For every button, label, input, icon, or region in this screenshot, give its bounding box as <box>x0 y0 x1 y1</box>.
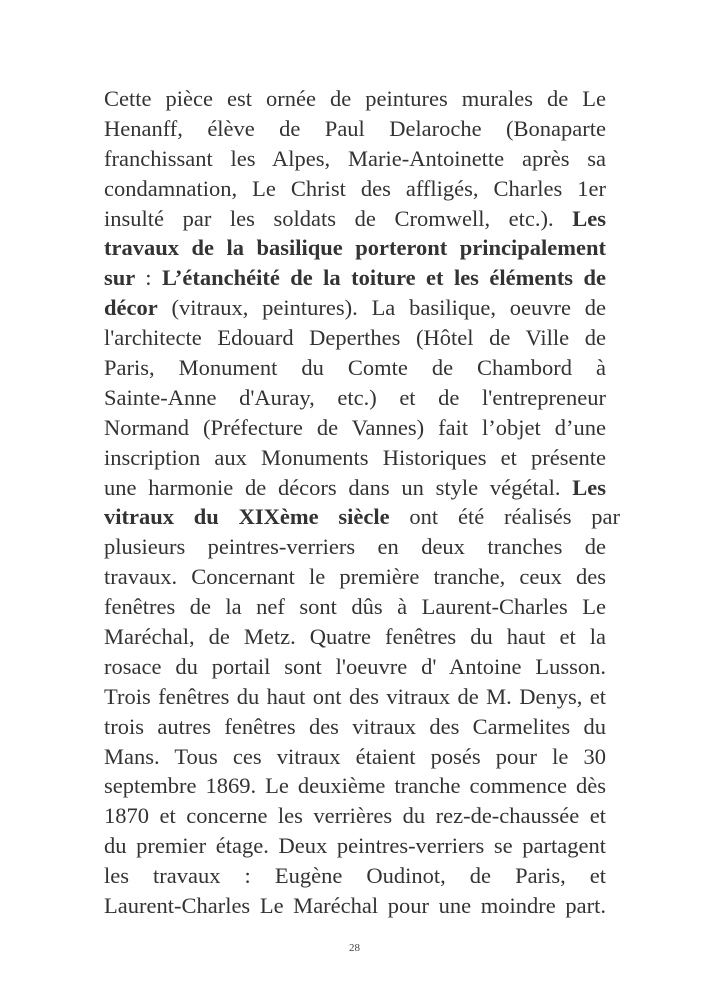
text-run: condamnation, Le Christ des affligés, Charles 1er <box>104 175 606 201</box>
body-text <box>104 84 621 921</box>
text-line <box>104 622 606 652</box>
text-line <box>104 562 606 592</box>
text-line <box>104 861 606 891</box>
text-line <box>104 652 606 682</box>
page-number: 28 <box>349 942 360 954</box>
text-line <box>104 84 606 114</box>
text-run: les travaux : Eugène Oudinot, de Paris, et <box>104 863 606 889</box>
bold-text: L’étanchéité de la toiture et les éléments de <box>161 265 606 291</box>
text-line <box>104 443 606 473</box>
text-run: Paris, Monument du Comte de Chambord à <box>104 355 606 381</box>
text-run: insulté par les soldats de Cromwell, etc.). <box>104 205 573 231</box>
bold-text: travaux de la basilique porteront principalement <box>104 235 606 261</box>
text-line <box>104 742 606 772</box>
text-run: Cette pièce est ornée de peintures murales de Le <box>104 86 606 111</box>
text-line <box>104 502 620 532</box>
text-line <box>104 473 606 503</box>
text-run: trois autres fenêtres des vitraux des Carmelites du <box>104 713 606 739</box>
text-line <box>104 174 606 204</box>
text-line <box>104 771 606 801</box>
text-run: (vitraux, peintures). La basilique, oeuvre de <box>157 295 606 321</box>
text-run: septembre 1869. Le deuxième tranche commence dès <box>104 773 606 799</box>
bold-text: Les <box>572 474 606 500</box>
text-run: Trois fenêtres du haut ont des vitraux de M. Denys, et <box>104 683 606 709</box>
text-run: : <box>145 265 162 291</box>
text-run: du premier étage. Deux peintres-verriers se partagent <box>104 833 606 859</box>
text-run: 1870 et concerne les verrières du rez-de-chaussée et <box>104 803 606 829</box>
text-line <box>104 592 606 622</box>
text-line <box>104 532 606 562</box>
text-run: Laurent-Charles Le Maréchal pour une moindre part. <box>104 893 606 919</box>
text-run: Sainte-Anne d'Auray, etc.) et de l'entrepreneur <box>104 384 606 410</box>
text-line <box>104 413 606 443</box>
text-run: Normand (Préfecture de Vannes) fait l’objet d’une <box>104 414 606 440</box>
text-line <box>104 114 606 144</box>
bold-text: Les <box>572 205 606 231</box>
text-run: travaux. Concernant le première tranche, ceux des <box>104 564 606 590</box>
text-run: Maréchal, de Metz. Quatre fenêtres du haut et la <box>104 624 606 650</box>
text-line <box>104 323 606 353</box>
text-line <box>104 831 606 861</box>
bold-text: vitraux du XIXème siècle <box>104 504 390 530</box>
text-run: fenêtres de la nef sont dûs à Laurent-Charles Le <box>104 594 606 620</box>
text-run: une harmonie de décors dans un style végétal. <box>104 474 573 500</box>
text-line <box>104 712 606 742</box>
text-line <box>104 682 606 712</box>
text-line <box>104 204 606 234</box>
bold-text: décor <box>104 295 158 321</box>
text-line <box>104 383 606 413</box>
text-run: franchissant les Alpes, Marie-Antoinette après sa <box>104 145 606 171</box>
text-line <box>104 144 606 174</box>
text-run: plusieurs peintres-verriers en deux tranches de <box>104 534 606 560</box>
text-line <box>104 263 606 293</box>
text-run: rosace du portail sont l'oeuvre d' Antoine Lusson. <box>104 653 606 679</box>
text-line <box>104 353 606 383</box>
text-run: l'architecte Edouard Deperthes (Hôtel de Ville de <box>104 325 606 351</box>
text-run: Mans. Tous ces vitraux étaient posés pour le 30 <box>104 743 606 769</box>
text-line <box>104 233 606 263</box>
text-line <box>104 293 606 323</box>
text-run: ont été réalisés par <box>389 504 621 530</box>
text-line <box>104 801 606 831</box>
text-line <box>104 891 606 921</box>
bold-text: sur <box>104 265 146 291</box>
text-run: inscription aux Monuments Historiques et présente <box>104 444 606 470</box>
text-run: Henanff, élève de Paul Delaroche (Bonaparte <box>104 115 606 141</box>
